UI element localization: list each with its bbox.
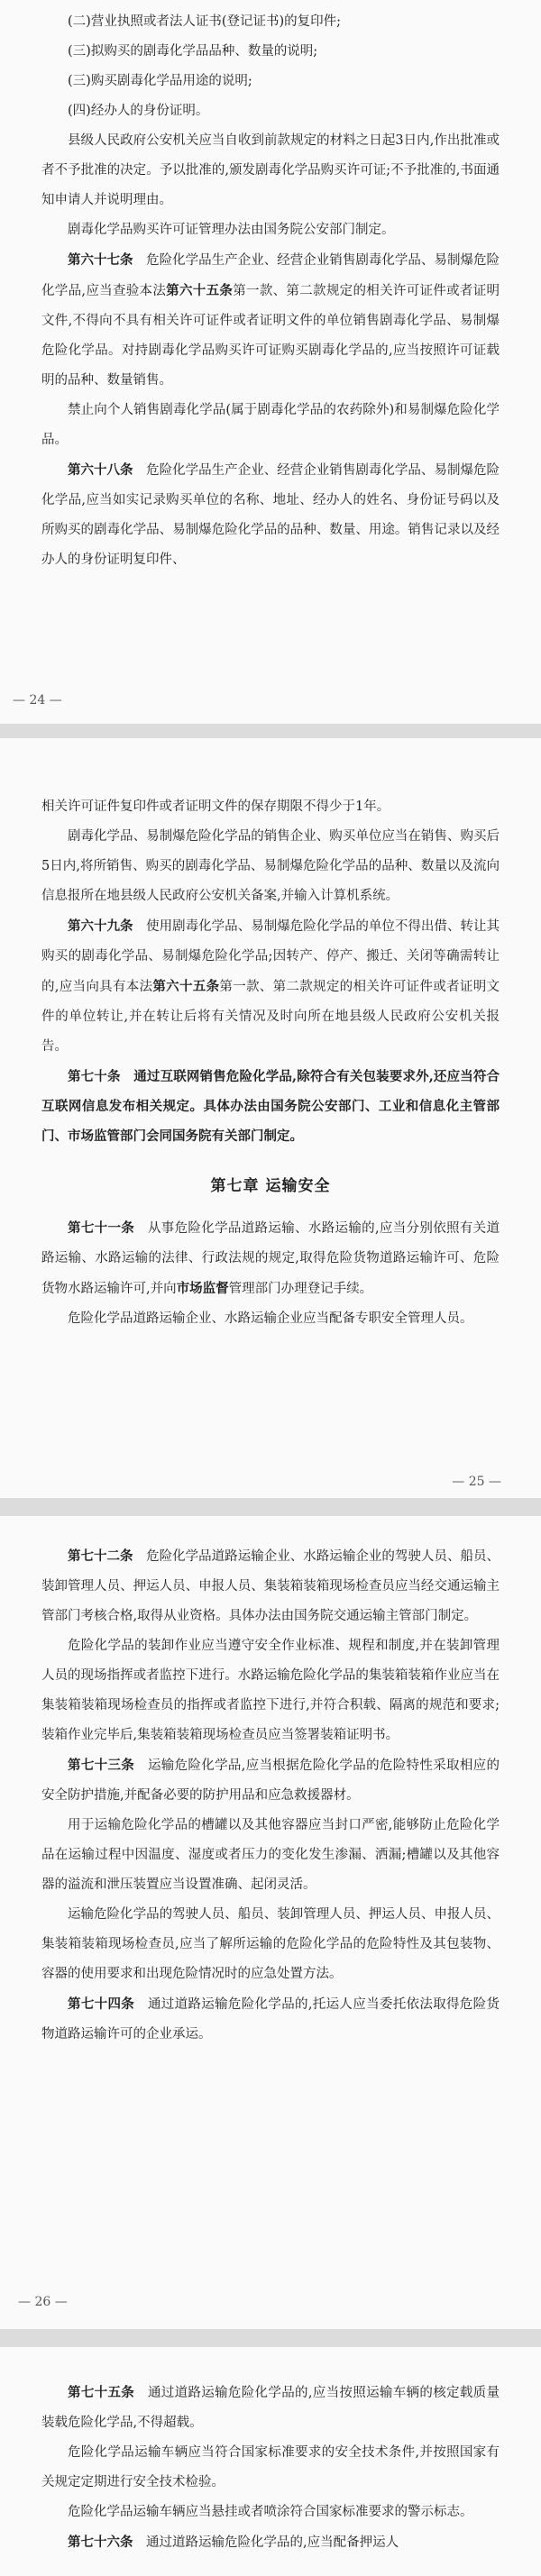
page-divider bbox=[0, 2329, 541, 2347]
chapter-heading: 第七章 运输安全 bbox=[210, 1177, 331, 1195]
article-text: 通过道路运输危险化学品的,应当按照运输车辆的核定载质量装载危险化学品,不得超载。 bbox=[41, 2386, 500, 2430]
paragraph: 用于运输危险化学品的槽罐以及其他容器应当封口严密,能够防止危险化学品在运输过程中因温度、湿度或者压力的变化发生渗漏、洒漏;槽罐以及其他容器的溢流和泄压装置应当设置准确、起闭灵活。 bbox=[41, 1818, 500, 1892]
list-item: (四)经办人的身份证明。 bbox=[68, 104, 209, 118]
article-label: 第六十七条 bbox=[68, 252, 133, 268]
article-73 bbox=[41, 1750, 500, 1811]
paragraph: 运输危险化学品的驾驶人员、船员、装卸管理人员、押运人员、申报人员、集装箱装箱现场检查员,应当了解所运输的危险化学品的危险特性及其包装物、容器的使用要求和出现危险情况时的应急处置方法。 bbox=[41, 1907, 500, 1981]
article-label: 第六十九条 bbox=[68, 918, 133, 934]
paragraph: 剧毒化学品、易制爆危险化学品的销售企业、购买单位应当在销售、购买后5日内,将所销售、购买的剧毒化学品、易制爆危险化学品的品种、数量以及流向信息报所在地县级人民政府公安机关备案,并输入计算机系统。 bbox=[41, 829, 500, 903]
article-text: 第一款、第二款规定的相关许可证件或者证明文件的单位转让,并在转让后将有关情况及时向所在地县级人民政府公安机关报告。 bbox=[41, 980, 500, 1054]
document-page-24 bbox=[0, 0, 541, 724]
article-text: 管理部门办理登记手续。 bbox=[228, 1282, 373, 1296]
list-item: (二)营业执照或者法人证书(登记证书)的复印件; bbox=[68, 14, 342, 29]
paragraph: 剧毒化学品购买许可证管理办法由国务院公安部门制定。 bbox=[68, 223, 395, 237]
article-71 bbox=[41, 1213, 500, 1304]
article-text: 从事危险化学品道路运输、水路运输的,应当分别依照有关道路运输、水路运输的法律、行政法规的规定,取得危险货物道路运输许可、危险货物水路运输许可,并向 bbox=[41, 1221, 500, 1296]
document-page-25 bbox=[0, 738, 541, 1498]
paragraph: 危险化学品道路运输企业、水路运输企业应当配备专职安全管理人员。 bbox=[68, 1311, 473, 1326]
article-text: 运输危险化学品,应当根据危险化学品的危险特性采取相应的安全防护措施,并配备必要的防护用品和应急救援器材。 bbox=[41, 1758, 500, 1803]
article-label: 第七十三条 bbox=[68, 1758, 135, 1773]
article-text: 通过道路运输危险化学品的,应当配备押运人 bbox=[146, 2535, 399, 2550]
article-label: 第七十五条 bbox=[68, 2385, 135, 2400]
article-label: 第七十四条 bbox=[68, 1996, 135, 2012]
article-text: 使用剧毒化学品、易制爆危险化学品的单位不得出借、转让其购买的剧毒化学品、易制爆危险化学品;因转产、停产、搬迁、关闭等确需转让的,应当向具有本法 bbox=[41, 919, 500, 994]
paragraph: 禁止向个人销售剧毒化学品(属于剧毒化学品的农药除外)和易制爆危险化学品。 bbox=[41, 403, 500, 447]
paragraph: 危险化学品的装卸作业应当遵守安全作业标准、规程和制度,并在装卸管理人员的现场指挥或者监控下进行。水路运输危险化学品的集装箱装箱作业应当在集装箱装箱现场检查员的指挥或者监控下进行,并符合积载、隔离的规范和要求;装箱作业完毕后,集装箱装箱现场检查员应当签署装箱证明书。 bbox=[41, 1639, 500, 1742]
page-number: — 26 — bbox=[18, 2295, 68, 2309]
article-69 bbox=[41, 911, 500, 1062]
article-text: 通过互联网销售危险化学品,除符合有关包装要求外,还应当符合互联网信息发布相关规定。具体办法由国务院公安部门、工业和信息化主管部门、市场监管部门会同国务院有关部门制定。 bbox=[41, 1069, 500, 1144]
paragraph: 县级人民政府公安机关应当自收到前款规定的材料之日起3日内,作出批准或者不予批准的决定。予以批准的,颁发剧毒化学品购买许可证;不予批准的,书面通知申请人并说明理由。 bbox=[41, 133, 500, 207]
article-72 bbox=[41, 1541, 500, 1631]
bold-reference: 第六十五条 bbox=[166, 283, 234, 298]
bold-reference: 市场监督 bbox=[176, 1281, 229, 1296]
article-67 bbox=[41, 245, 500, 396]
bold-reference: 第六十五条 bbox=[152, 979, 220, 994]
article-75 bbox=[41, 2378, 500, 2438]
article-68 bbox=[41, 455, 500, 575]
paragraph: 相关许可证件复印件或者证明文件的保存期限不得少于1年。 bbox=[41, 799, 390, 814]
article-text: 危险化学品生产企业、经营企业销售剧毒化学品、易制爆危险化学品,应当如实记录购买单位的名称、地址、经办人的姓名、身份证号码以及所购买的剧毒化学品、易制爆危险化学品的品种、数量、用途。销售记录以及经办人的身份证明复印件、 bbox=[41, 463, 500, 567]
article-text: 第一款、第二款规定的相关许可证件或者证明文件,不得向不具有相关许可证件或者证明文件的单位销售剧毒化学品、易制爆危险化学品。对持剧毒化学品购买许可证购买剧毒化学品的,应当按照许可证载明的品种、数量销售。 bbox=[41, 284, 500, 388]
page-number: — 25 — bbox=[452, 1475, 501, 1489]
article-74 bbox=[41, 1989, 500, 2050]
article-label: 第七十一条 bbox=[68, 1220, 135, 1236]
article-70 bbox=[41, 1062, 500, 1151]
document-page-27 bbox=[0, 2347, 541, 2576]
article-76 bbox=[41, 2527, 500, 2558]
list-item: (三)购买剧毒化学品用途的说明; bbox=[68, 74, 252, 88]
document-page-26 bbox=[0, 1516, 541, 2329]
article-label: 第七十二条 bbox=[68, 1548, 133, 1564]
paragraph: 危险化学品运输车辆应当符合国家标准要求的安全技术条件,并按照国家有关规定定期进行安全技术检验。 bbox=[41, 2445, 500, 2489]
article-text: 危险化学品生产企业、经营企业销售剧毒化学品、易制爆危险化学品,应当查验本法 bbox=[41, 253, 500, 298]
article-text: 危险化学品道路运输企业、水路运输企业的驾驶人员、船员、装卸管理人员、押运人员、申报人员、集装箱装箱现场检查员应当经交通运输主管部门考核合格,取得从业资格。具体办法由国务院交通运输主管部门制定。 bbox=[41, 1549, 500, 1623]
paragraph: 危险化学品运输车辆应当悬挂或者喷涂符合国家标准要求的警示标志。 bbox=[68, 2505, 473, 2519]
article-label: 第七十条 bbox=[68, 1069, 121, 1084]
page-number: — 24 — bbox=[13, 693, 62, 708]
page-divider bbox=[0, 724, 541, 738]
page-divider bbox=[0, 1498, 541, 1516]
article-label: 第六十八条 bbox=[68, 462, 133, 478]
article-text: 通过道路运输危险化学品的,托运人应当委托依法取得危险货物道路运输许可的企业承运。 bbox=[41, 1997, 500, 2042]
list-item: (三)拟购买的剧毒化学品品种、数量的说明; bbox=[68, 44, 318, 59]
article-label: 第七十六条 bbox=[68, 2535, 133, 2550]
